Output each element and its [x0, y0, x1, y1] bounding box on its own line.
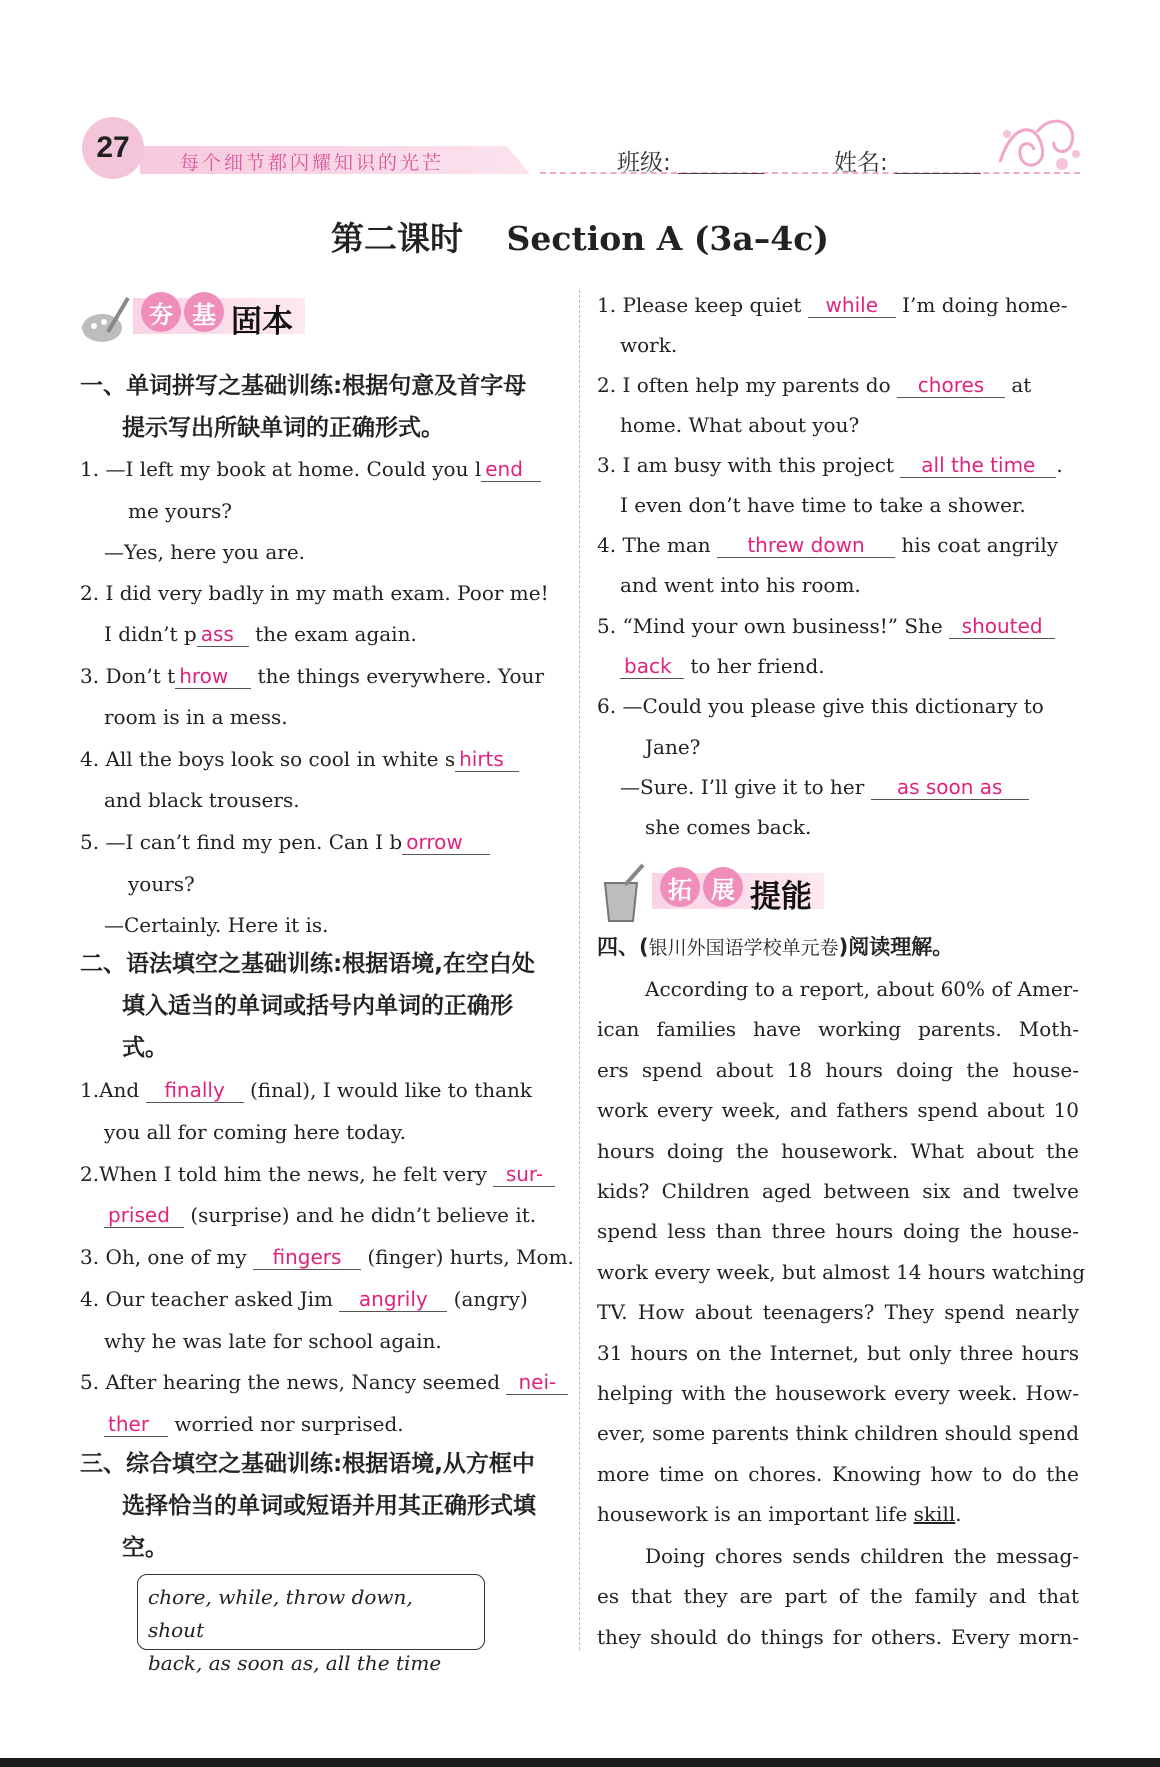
- p2-q2-text-b: (surprise) and he didn’t believe it.: [190, 1203, 537, 1227]
- p3-q5-answer-a[interactable]: shouted: [949, 614, 1055, 639]
- lesson-title-cn: 第二课时: [331, 219, 464, 258]
- p1-q5-line1: [80, 828, 490, 856]
- reading-p2-line: Doing chores sends children the messag-: [645, 1544, 1079, 1568]
- p2-q2-line2: [104, 1201, 536, 1229]
- reading-p1-line: helping with the housework every week. How-: [597, 1381, 1079, 1406]
- p3-q6-text: —Sure. I’ll give it to her: [620, 775, 865, 799]
- p3-q5-line1: [597, 612, 1055, 640]
- p1-q1-text: 1. —I left my book at home. Could you l: [80, 457, 482, 481]
- reading-p1-line: ever, some parents think children should spend: [597, 1421, 1079, 1446]
- reading-p1-last-punct: .: [955, 1502, 962, 1527]
- p2-q4-text-b: (angry): [453, 1287, 528, 1311]
- reading-p1-line: According to a report, about 60% of Amer-: [645, 977, 1079, 1001]
- part1-heading-2: 提示写出所缺单词的正确形式。: [122, 415, 444, 441]
- part2-heading-1: 二、语法填空之基础训练:根据语境,在空白处: [80, 951, 535, 977]
- banner-basic: [78, 292, 310, 340]
- paint-bucket-icon: [597, 863, 653, 923]
- p1-q2-answer[interactable]: ass: [197, 622, 249, 647]
- p3-q2-line2: home. What about you?: [620, 413, 860, 437]
- p1-q2-text-b: the exam again.: [255, 622, 417, 646]
- p1-q3-answer[interactable]: hrow: [175, 664, 251, 689]
- p3-q5-text-b: to her friend.: [690, 654, 825, 678]
- p3-q5-text: 5. “Mind your own business!” She: [597, 614, 943, 638]
- p1-q3-line1: [80, 662, 544, 690]
- p3-q6-line2: Jane?: [645, 735, 701, 759]
- name-label: 姓名:: [834, 150, 888, 176]
- reading-p1-line: kids? Children aged between six and twelve: [597, 1179, 1079, 1204]
- part2-heading-3: 式。: [122, 1035, 168, 1061]
- p2-q5-line1: [80, 1368, 568, 1396]
- p3-q3-line2: I even don’t have time to take a shower.: [620, 493, 1026, 517]
- part4-heading: [597, 932, 953, 963]
- p1-q2-text: I didn’t p: [104, 622, 197, 646]
- p2-q4-line2: why he was late for school again.: [104, 1329, 442, 1353]
- p3-q6-answer[interactable]: as soon as: [871, 775, 1029, 800]
- reading-p1-line: work every week, but almost 14 hours watching: [597, 1259, 1086, 1284]
- p2-q4-text: 4. Our teacher asked Jim: [80, 1287, 333, 1311]
- reading-p1-line: 31 hours on the Internet, but only three hours: [597, 1340, 1079, 1365]
- p1-q4-answer[interactable]: hirts: [455, 747, 519, 772]
- p2-q2-line1: [80, 1160, 555, 1188]
- word-bank-box: [137, 1574, 485, 1675]
- p1-q4-line2: and black trousers.: [104, 788, 300, 812]
- p1-q3-text: 3. Don’t t: [80, 664, 176, 688]
- p3-q3-answer[interactable]: all the time: [900, 453, 1056, 478]
- p2-q5-answer-a[interactable]: nei-: [506, 1370, 568, 1395]
- p1-q5-text: 5. —I can’t find my pen. Can I b: [80, 830, 403, 854]
- slogan: 每个细节都闪耀知识的光芒: [180, 152, 445, 174]
- p3-q4-line2: and went into his room.: [620, 573, 861, 597]
- reading-p1-last-text: housework is an important life: [597, 1502, 914, 1527]
- part4-heading-b: )阅读理解。: [838, 935, 954, 959]
- p1-q2-line2: [104, 620, 417, 648]
- reading-paragraph-1: [597, 969, 1086, 1535]
- p1-q3-text-b: the things everywhere. Your: [257, 664, 545, 688]
- column-divider: [579, 290, 580, 1650]
- p1-q4-text: 4. All the boys look so cool in white s: [80, 747, 456, 771]
- p2-q2-answer-b[interactable]: prised: [104, 1203, 184, 1228]
- p2-q2-text: 2.When I told him the news, he felt very: [80, 1162, 488, 1186]
- p2-q5-answer-b[interactable]: ther: [104, 1412, 168, 1437]
- banner-basic-char1: 夯: [141, 292, 181, 332]
- p3-q2-text: 2. I often help my parents do: [597, 373, 891, 397]
- paint-palette-icon: [78, 292, 136, 350]
- p3-q1-text: 1. Please keep quiet: [597, 293, 802, 317]
- p3-q3-text-b: .: [1056, 453, 1063, 477]
- p2-q1-answer[interactable]: finally: [146, 1078, 244, 1103]
- p3-q5-answer-b[interactable]: back: [620, 654, 684, 679]
- p3-q6-line1: 6. —Could you please give this dictionary to: [597, 694, 1044, 718]
- banner-extend-label: 提能: [750, 879, 812, 915]
- part3-heading-1: 三、综合填空之基础训练:根据语境,从方框中: [80, 1451, 535, 1477]
- p2-q1-text: 1.And: [80, 1078, 140, 1102]
- p3-q3-text: 3. I am busy with this project: [597, 453, 894, 477]
- floral-ornament-icon: [992, 112, 1084, 182]
- banner-extend-char1: 拓: [660, 867, 700, 907]
- p2-q5-text: 5. After hearing the news, Nancy seemed: [80, 1370, 500, 1394]
- part3-heading-3: 空。: [122, 1535, 168, 1561]
- p1-q5-answer[interactable]: orrow: [402, 830, 490, 855]
- p3-q6-line3: [620, 773, 1029, 801]
- p2-q1-line2: you all for coming here today.: [104, 1120, 406, 1144]
- banner-basic-char2: 基: [184, 292, 224, 332]
- class-field[interactable]: [617, 144, 764, 177]
- p2-q3-text-b: (finger) hurts, Mom.: [367, 1245, 574, 1269]
- p2-q3-answer[interactable]: fingers: [253, 1245, 361, 1270]
- reading-p1-line: TV. How about teenagers? They spend nearly: [597, 1300, 1079, 1325]
- p1-q3-line2: room is in a mess.: [104, 705, 288, 729]
- p3-q3-line1: [597, 451, 1063, 479]
- class-blank[interactable]: [678, 153, 764, 174]
- p3-q5-line2: [620, 652, 825, 680]
- p2-q1-line1: [80, 1076, 532, 1104]
- p2-q4-answer[interactable]: angrily: [339, 1287, 447, 1312]
- p3-q4-line1: [597, 531, 1058, 559]
- p1-q5-line3: —Certainly. Here it is.: [104, 913, 329, 937]
- reading-p1-line: more time on chores. Knowing how to do the: [597, 1461, 1079, 1486]
- p1-q1-line2: me yours?: [128, 499, 232, 523]
- part4-source: 银川外国语学校单元卷: [648, 937, 839, 959]
- p2-q4-line1: [80, 1285, 528, 1313]
- lesson-title-en: Section A (3a–4c): [506, 219, 829, 258]
- p2-q5-text-b: worried nor surprised.: [174, 1412, 404, 1436]
- p3-q1-line2: work.: [620, 333, 678, 357]
- reading-p1-line: work every week, and fathers spend about 10: [597, 1098, 1079, 1123]
- banner-basic-label: 固本: [231, 304, 293, 340]
- part1-heading-1: 一、单词拼写之基础训练:根据句意及首字母: [80, 373, 527, 399]
- p3-q1-line1: [597, 291, 1067, 319]
- reading-p1-line: spend less than three hours doing the house-: [597, 1219, 1079, 1244]
- part4-heading-a: 四、(: [597, 935, 649, 959]
- p2-q2-answer-a[interactable]: sur-: [493, 1162, 555, 1187]
- class-label: 班级:: [617, 150, 671, 176]
- name-blank[interactable]: [895, 153, 981, 174]
- name-field[interactable]: [834, 144, 981, 177]
- reading-p1-line: ican families have working parents. Moth-: [597, 1017, 1079, 1042]
- part3-heading-2: 选择恰当的单词或短语并用其正确形式填: [122, 1493, 536, 1519]
- lesson-title: [0, 213, 1160, 260]
- p2-q5-line2: [104, 1410, 404, 1438]
- bottom-edge-bar: [0, 1758, 1160, 1767]
- p1-q4-line1: [80, 745, 519, 773]
- p1-q5-line2: yours?: [128, 872, 195, 896]
- word-bank-line-1: chore, while, throw down, shout: [148, 1585, 413, 1642]
- p1-q1-line1: [80, 455, 541, 483]
- p3-q6-line4: she comes back.: [645, 815, 812, 839]
- p1-q2-line1: 2. I did very badly in my math exam. Poor me!: [80, 581, 549, 605]
- reading-p2-line: es that they are part of the family and that: [597, 1584, 1079, 1609]
- p2-q3-text: 3. Oh, one of my: [80, 1245, 247, 1269]
- p3-q2-answer[interactable]: chores: [897, 373, 1005, 398]
- reading-p1-line: ers spend about 18 hours doing the house-: [597, 1057, 1079, 1082]
- p2-q3-line: [80, 1243, 574, 1271]
- p3-q4-text: 4. The man: [597, 533, 711, 557]
- p2-q1-text-b: (final), I would like to thank: [249, 1078, 533, 1102]
- reading-underlined-word: skill: [913, 1502, 956, 1527]
- p3-q2-line1: [597, 371, 1031, 399]
- p3-q4-answer[interactable]: threw down: [717, 533, 895, 558]
- banner-extend: [597, 867, 829, 915]
- reading-paragraph-2: [597, 1536, 1079, 1657]
- p3-q1-answer[interactable]: while: [808, 293, 896, 318]
- page-number: 27: [82, 117, 144, 179]
- reading-p1-line: hours doing the housework. What about the: [597, 1138, 1079, 1163]
- p3-q2-text-b: at: [1011, 373, 1032, 397]
- banner-extend-char2: 展: [703, 867, 743, 907]
- reading-p2-line: they should do things for others. Every morn-: [597, 1624, 1079, 1649]
- p1-q1-answer[interactable]: end: [481, 457, 541, 482]
- reading-p1-last-line: [597, 1494, 1079, 1534]
- part2-heading-2: 填入适当的单词或括号内单词的正确形: [122, 993, 513, 1019]
- word-bank-line-2: back, as soon as, all the time: [148, 1651, 442, 1675]
- p1-q1-line3: —Yes, here you are.: [104, 540, 306, 564]
- p3-q4-text-b: his coat angrily: [901, 533, 1059, 557]
- p3-q1-text-b: I’m doing home-: [902, 293, 1068, 317]
